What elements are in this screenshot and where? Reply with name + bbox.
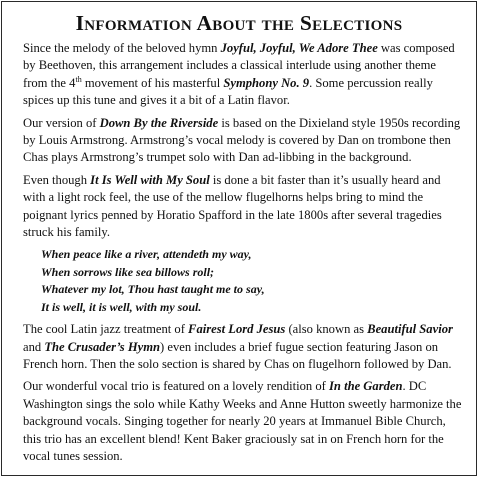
text-run: Our version of xyxy=(23,115,100,130)
text-run: movement of his masterful xyxy=(81,75,224,90)
notes-body xyxy=(23,40,463,470)
page-title: Information About the Selections xyxy=(75,11,403,35)
paragraph-joyful-joyful xyxy=(23,40,463,110)
text-run: is done a bit faster than it’s usually heard and with a light rock feel, the use of the mellow flugelhorns helps bring to mind the poignant lyrics penned by Horatio Spafford in the late 1800s after several tragedies struck his family. xyxy=(23,172,442,240)
text-run: The cool Latin jazz treatment of xyxy=(23,322,189,337)
song-title-joyful-joyful: Joyful, Joyful, We Adore Thee xyxy=(220,41,378,55)
text-run: . DC Washington sings the solo while Kathy Weeks and Anne Hutton sweetly harmonize the background vocals. Singing together for nearly 20 years at Immanuel Bible Church, this trio has an excellent blend! Kent Baker graciously sat in on French horn for the vocal tunes session. xyxy=(23,379,462,463)
text-run: . Some percussion really spices up this tune and gives it a bit of a Latin flavor. xyxy=(23,75,433,108)
work-title-symphony-9: Symphony No. 9 xyxy=(223,75,310,90)
verse-line: It is well, it is well, with my soul. xyxy=(41,299,202,314)
verse-line: Whatever my lot, Thou hast taught me to say, xyxy=(41,282,265,297)
paragraph-down-by-the-riverside xyxy=(23,115,463,167)
text-run: Since the melody of the beloved hymn xyxy=(23,41,221,55)
text-run: Our wonderful vocal trio is featured on a lovely rendition of xyxy=(23,379,330,394)
liner-notes-page xyxy=(1,1,477,476)
text-run: ) even includes a brief fugue section featuring Jason on French horn. Then the solo section is shared by Chas on flugelhorn followed by Dan. xyxy=(23,339,452,371)
text-run: and xyxy=(23,339,45,354)
verse-line: When peace like a river, attendeth my way, xyxy=(41,247,252,262)
song-title-beautiful-savior: Beautiful Savior xyxy=(367,322,453,337)
song-title-fairest-lord-jesus: Fairest Lord Jesus xyxy=(188,322,286,337)
text-run: is based on the Dixieland style 1950s recording by Louis Armstrong. Armstrong’s vocal melody is covered by Dan on trombone then Chas plays Armstrong’s trumpet solo with Dan ad-libbing in the background. xyxy=(23,115,461,165)
song-title-it-is-well: It Is Well with My Soul xyxy=(90,172,210,187)
hymn-verse xyxy=(41,246,463,316)
paragraph-fairest-lord-jesus xyxy=(23,321,463,373)
verse-line: When sorrows like sea billows roll; xyxy=(41,264,215,279)
song-title-down-by-the-riverside: Down By the Riverside xyxy=(99,115,219,130)
song-title-crusaders-hymn: The Crusader’s Hymn xyxy=(44,339,161,354)
text-run: Even though xyxy=(23,172,91,187)
text-run: (also known as xyxy=(285,322,368,337)
text-run: was composed by Beethoven, this arrangement includes a classical interlude using another theme from the 4 xyxy=(23,41,455,90)
song-title-in-the-garden: In the Garden xyxy=(329,379,403,394)
ordinal-superscript: th xyxy=(75,74,82,84)
paragraph-in-the-garden xyxy=(23,378,463,465)
paragraph-it-is-well xyxy=(23,172,463,242)
